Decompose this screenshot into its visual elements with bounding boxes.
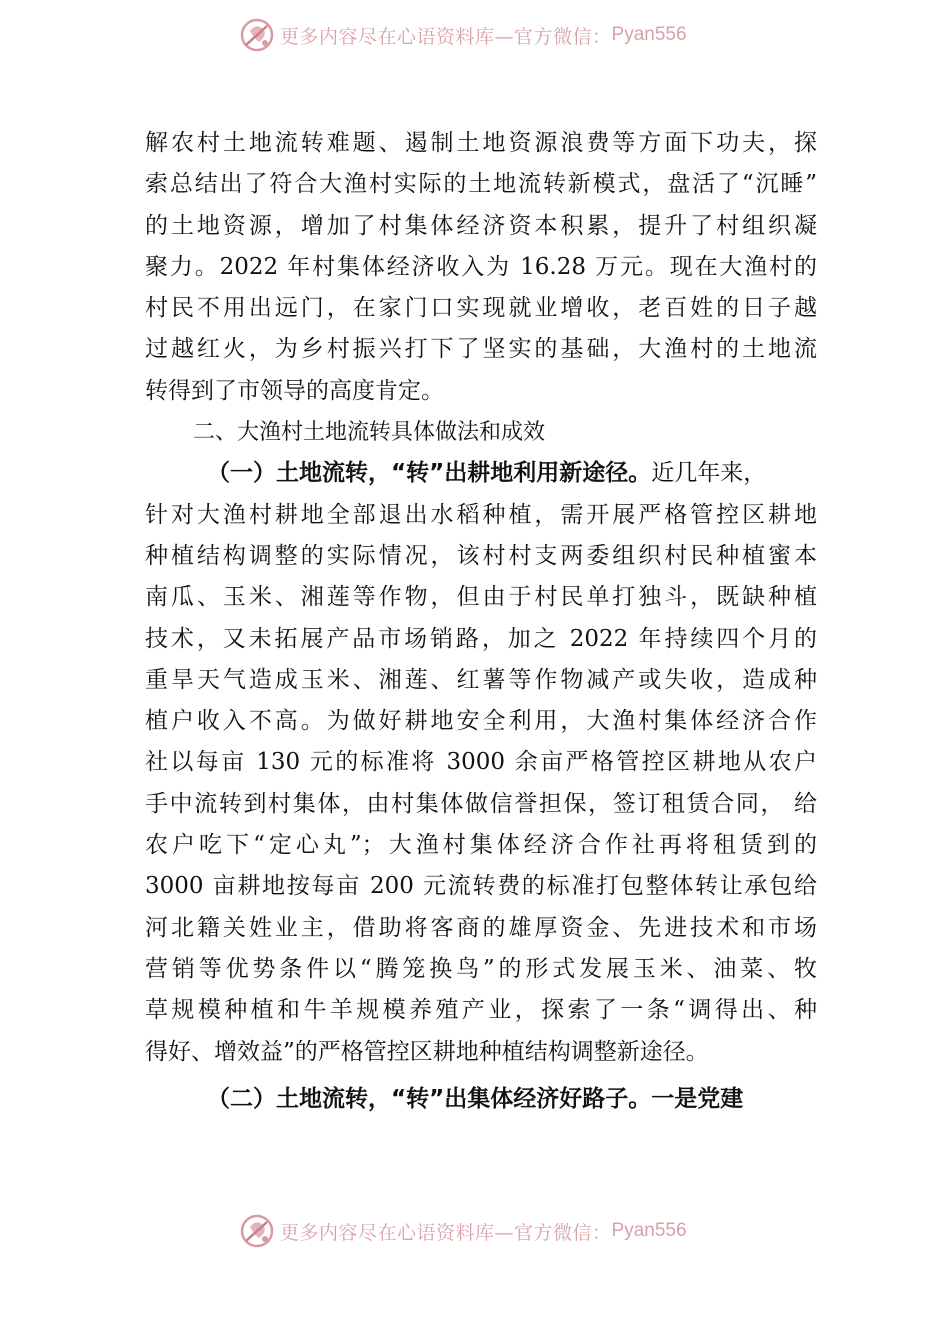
body-line: 过越红火，为乡村振兴打下了坚实的基础，大渔村的土地流 <box>145 336 817 363</box>
body-line: 的土地资源，增加了村集体经济资本积累，提升了村组织凝 <box>145 212 817 239</box>
watermark-header <box>240 18 687 52</box>
body-line: 解农村土地流转难题、遏制土地资源浪费等方面下功夫，探 <box>145 130 817 156</box>
watermark-text: 更多内容尽在心语资料库—官方微信： <box>280 1221 612 1244</box>
heart-logo-icon <box>240 1214 274 1248</box>
body-line: 聚力。2022 年村集体经济收入为 16.28 万元。现在大渔村的 <box>145 253 817 280</box>
body-line: 草规模种植和牛羊规模养殖产业，探索了一条“调得出、种 <box>145 997 817 1024</box>
body-line: 3000 亩耕地按每亩 200 元流转费的标准打包整体转让承包给 <box>145 873 817 900</box>
watermark-footer <box>240 1214 687 1248</box>
watermark-text: 更多内容尽在心语资料库—官方微信： <box>280 25 612 48</box>
body-line: 南瓜、玉米、湘莲等作物，但由于村民单打独斗，既缺种植 <box>145 584 817 611</box>
subsection-title: （一）土地流转，“转”出耕地利用新途径。 <box>207 460 652 487</box>
body-line: 农户吃下“定心丸”；大渔村集体经济合作社再将租赁到的 <box>145 832 817 859</box>
body-line: 针对大渔村耕地全部退出水稻种植，需开展严格管控区耕地 <box>145 501 817 528</box>
body-line: 手中流转到村集体，由村集体做信誉担保，签订租赁合同， 给 <box>145 790 817 817</box>
body-line: 植户收入不高。为做好耕地安全利用，大渔村集体经济合作 <box>145 708 817 735</box>
watermark-wechat-id: Pyan556 <box>611 1220 687 1241</box>
body-line: 村民不用出远门，在家门口实现就业增收，老百姓的日子越 <box>145 295 817 322</box>
body-line: 重旱天气造成玉米、湘莲、红薯等作物减产或失收，造成种 <box>145 666 817 693</box>
body-line: 种植结构调整的实际情况，该村村支两委组织村民种植蜜本 <box>145 542 817 569</box>
subsection-title-2: （二）土地流转，“转”出集体经济好路子。一是党建 <box>207 1085 744 1112</box>
body-line: 得好、增效益”的严格管控区耕地种植结构调整新途径。 <box>145 1038 709 1065</box>
section-heading: 二、大渔村土地流转具体做法和成效 <box>193 420 546 446</box>
body-line: 转得到了市领导的高度肯定。 <box>145 377 444 404</box>
body-line: 技术，又未拓展产品市场销路，加之 2022 年持续四个月的 <box>145 625 817 652</box>
subsection-first-line <box>145 453 817 494</box>
document-body <box>145 123 817 1120</box>
body-line: 河北籍关姓业主，借助将客商的雄厚资金、先进技术和市场 <box>145 914 817 941</box>
body-line: 索总结出了符合大渔村实际的土地流转新模式，盘活了“沉睡” <box>145 171 817 198</box>
heart-logo-icon <box>240 18 274 52</box>
body-line: 社以每亩 130 元的标准将 3000 余亩严格管控区耕地从农户 <box>145 749 817 776</box>
body-text: 近几年来， <box>651 460 767 487</box>
watermark-wechat-id: Pyan556 <box>611 24 687 45</box>
body-line: 营销等优势条件以“腾笼换鸟”的形式发展玉米、油菜、牧 <box>145 955 817 982</box>
